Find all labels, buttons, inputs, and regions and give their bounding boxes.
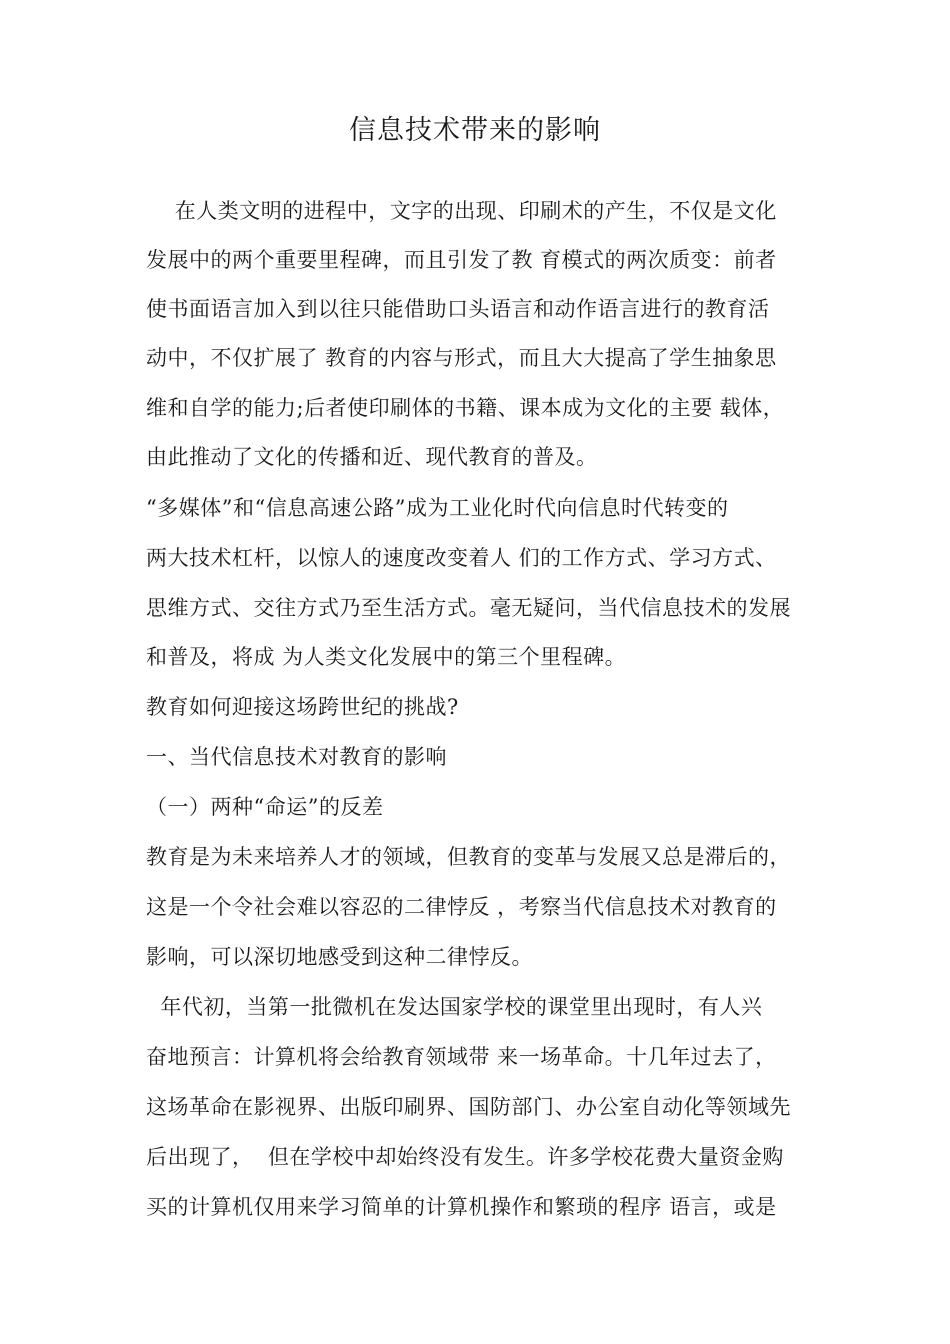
- text-line: 维和自学的能力;后者使印刷体的书籍、课本成为文化的主要 载体，: [146, 396, 785, 420]
- text-line: “多媒体”和“信息高速公路”成为工业化时代向信息时代转变的: [146, 496, 729, 520]
- text-line: 使书面语言加入到以往只能借助口头语言和动作语言进行的教育活: [146, 297, 770, 321]
- section-heading: 一、当代信息技术对教育的影响: [146, 745, 447, 769]
- text-line: 这场革命在影视界、出版印刷界、国防部门、办公室自动化等领域先: [146, 1095, 791, 1119]
- text-line: 教育如何迎接这场跨世纪的挑战?: [146, 695, 459, 719]
- text-line: 年代初，当第一批微机在发达国家学校的课堂里出现时，有人兴: [146, 995, 763, 1019]
- text-line: 发展中的两个重要里程碑，而且引发了教 育模式的两次质变：前者: [146, 248, 777, 272]
- page-title: 信息技术带来的影响: [349, 115, 601, 146]
- text-line: 思维方式、交往方式乃至生活方式。毫无疑问，当代信息技术的发展: [146, 596, 791, 620]
- text-line: 在人类文明的进程中，文字的出现、印刷术的产生，不仅是文化: [146, 199, 777, 223]
- text-line: 奋地预言：计算机将会给教育领域带 来一场革命。十几年过去了，: [146, 1045, 777, 1069]
- text-line: 后出现了， 但在学校中却始终没有发生。许多学校花费大量资金购: [146, 1145, 784, 1169]
- text-line: 这是一个令社会难以容忍的二律悖反 ，考察当代信息技术对教育的: [146, 895, 777, 919]
- subsection-heading: （一）两种“命运”的反差: [146, 795, 384, 819]
- text-line: 和普及，将成 为人类文化发展中的第三个里程碑。: [146, 645, 627, 669]
- text-line: 动中，不仅扩展了 教育的内容与形式，而且大大提高了学生抽象思: [146, 346, 777, 370]
- text-line: 教育是为未来培养人才的领域，但教育的变革与发展又总是滞后的，: [146, 845, 791, 869]
- text-line: 买的计算机仅用来学习简单的计算机操作和繁琐的程序 语言，或是: [146, 1195, 777, 1219]
- text-line: 两大技术杠杆，以惊人的速度改变着人 们的工作方式、学习方式、: [146, 546, 777, 570]
- text-line: 影响，可以深切地感受到这种二律悖反。: [146, 945, 533, 969]
- text-line: 由此推动了文化的传播和近、现代教育的普及。: [146, 445, 598, 469]
